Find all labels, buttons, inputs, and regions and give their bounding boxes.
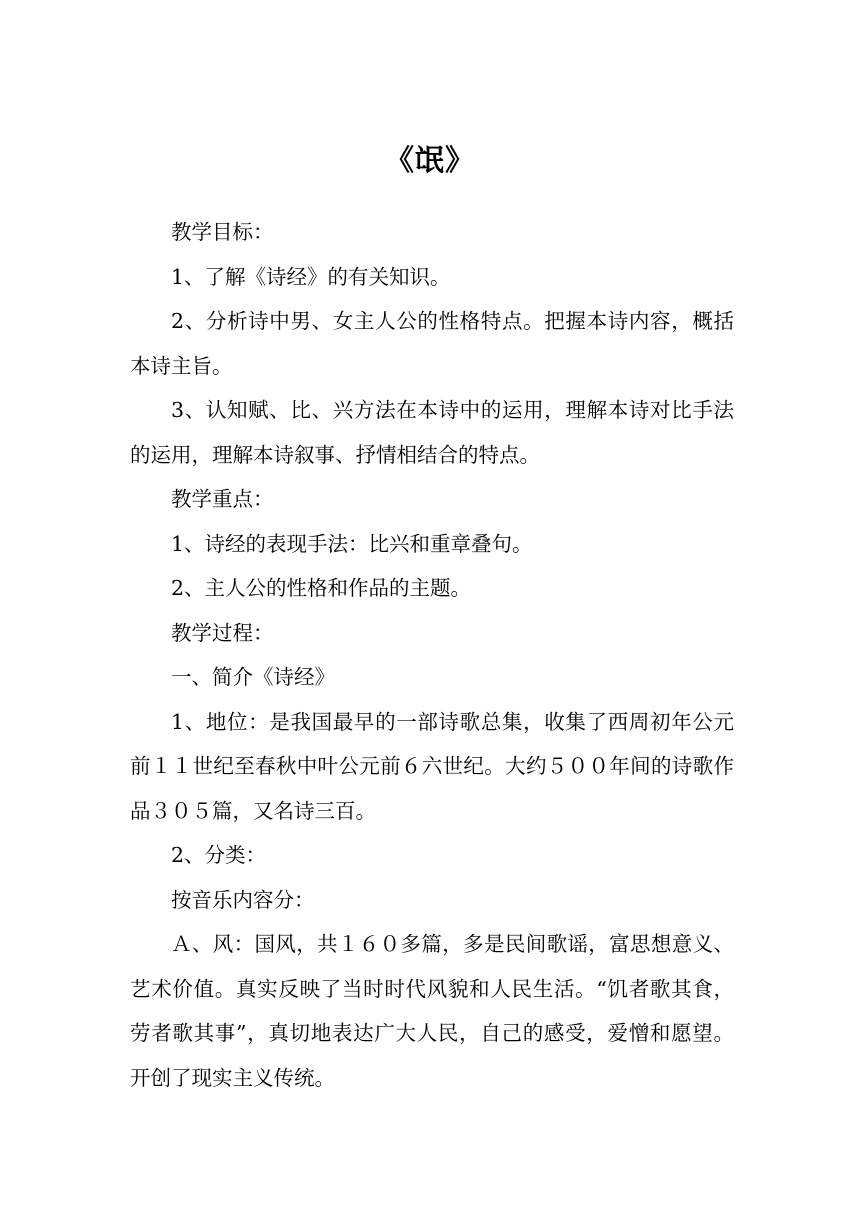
paragraph-feng: Ａ、风：国风，共１６０多篇，多是民间歌谣，富思想意义、艺术价值。真实反映了当时时代风貌和人民生活。“饥者歌其食，劳者歌其事”，真切地表达广大人民，自己的感受，爱憎和愿望。开创了现实主义传统。	[130, 932, 734, 1090]
paragraph-status: 1、地位：是我国最早的一部诗歌总集，收集了西周初年公元前１１世纪至春秋中叶公元前６六世纪。大约５００年间的诗歌作品３０５篇，又名诗三百。	[130, 709, 734, 823]
paragraph-goal-3: 3、认知赋、比、兴方法在本诗中的运用，理解本诗对比手法的运用，理解本诗叙事、抒情相结合的特点。	[130, 398, 734, 467]
paragraph-key-point-2: 2、主人公的性格和作品的主题。	[171, 576, 472, 600]
paragraph-key-point-1: 1、诗经的表现手法：比兴和重章叠句。	[171, 531, 533, 556]
paragraph-goal-1: 1、了解《诗经》的有关知识。	[171, 264, 451, 289]
paragraph-by-music-content: 按音乐内容分：	[171, 887, 315, 912]
paragraph-teaching-goals-heading: 教学目标：	[171, 220, 274, 244]
paragraph-section-intro: 一、简介《诗经》	[171, 665, 335, 689]
document-body	[130, 210, 734, 1100]
document-title: 《氓》	[384, 143, 475, 177]
paragraph-classification: 2、分类：	[171, 843, 267, 867]
paragraph-key-points-heading: 教学重点：	[171, 487, 274, 511]
paragraph-goal-2: 2、分析诗中男、女主人公的性格特点。把握本诗内容，概括本诗主旨。	[130, 309, 734, 378]
paragraph-process-heading: 教学过程：	[171, 620, 274, 645]
